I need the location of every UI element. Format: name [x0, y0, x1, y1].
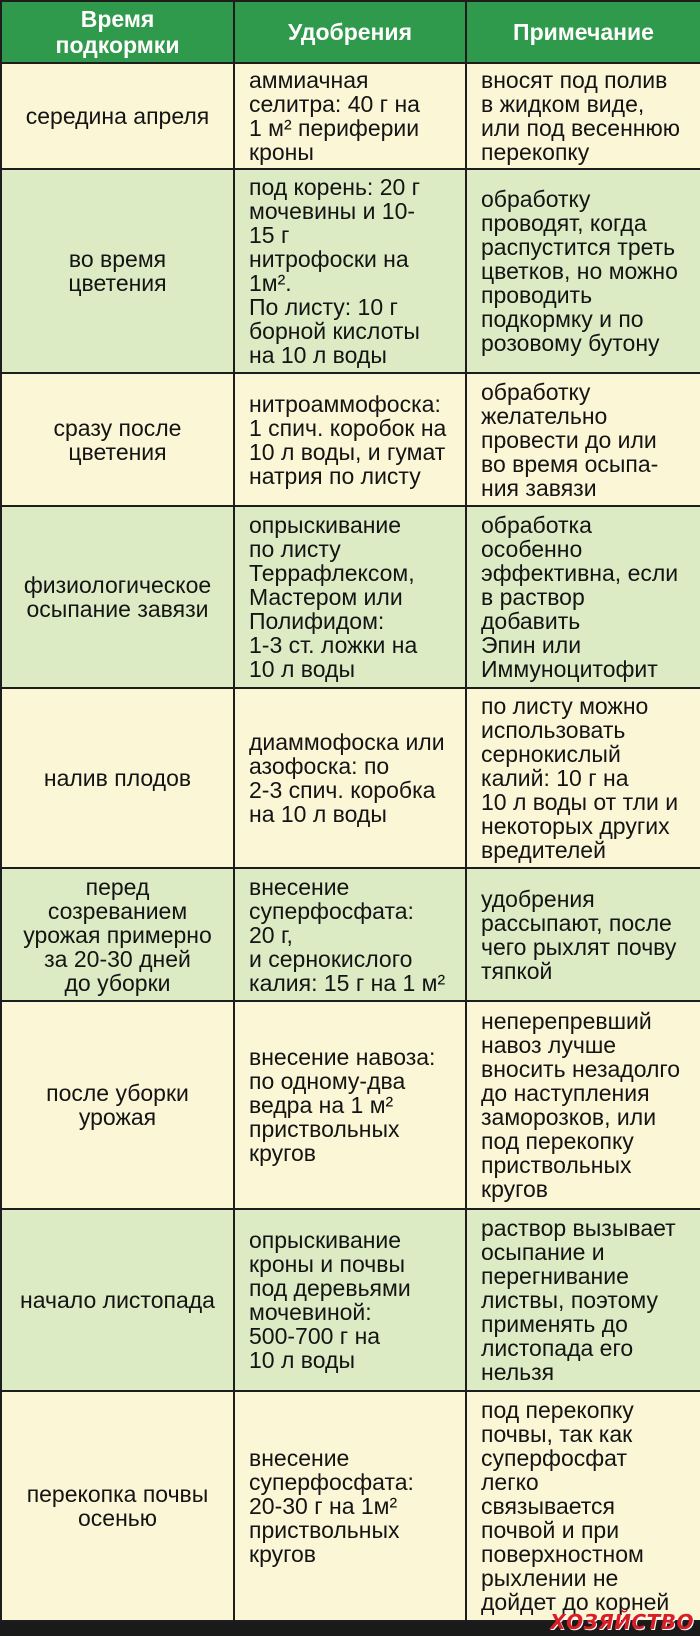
note-cell: неперепревший навоз лучше вносить незадолго до наступления заморозков, или под перекопку приствольных кругов [466, 1001, 700, 1209]
header-time: Время подкормки [1, 1, 234, 63]
time-cell: перекопка почвы осенью [1, 1391, 234, 1621]
time-cell: сразу после цветения [1, 373, 234, 506]
note-cell: раствор вызывает осыпание и перегнивание листвы, поэтому применять до листопада его нельзя [466, 1209, 700, 1391]
time-cell: начало листопада [1, 1209, 234, 1391]
fertilizer-cell: опрыскивание по листу Террафлексом, Мастером или Полифидом: 1-3 ст. ложки на 10 л воды [234, 506, 466, 688]
note-cell: обработку желательно провести до или во время осыпа- ния завязи [466, 373, 700, 506]
header-fertilizer: Удобрения [234, 1, 466, 63]
note-cell: обработку проводят, когда распустится треть цветков, но можно проводить подкормку и по розовому бутону [466, 169, 700, 373]
fertilizer-cell: нитроаммофоска: 1 спич. коробок на 10 л воды, и гумат натрия по листу [234, 373, 466, 506]
time-cell: середина апреля [1, 63, 234, 169]
table-row [1, 688, 700, 868]
note-cell: удобрения рассыпают, после чего рыхлят почву тяпкой [466, 868, 700, 1001]
time-cell: физиологическое осыпание завязи [1, 506, 234, 688]
note-cell: вносят под полив в жидком виде, или под весеннюю перекопку [466, 63, 700, 169]
fertilizer-cell: внесение суперфосфата: 20-30 г на 1м² приствольных кругов [234, 1391, 466, 1621]
fertilizer-cell: внесение суперфосфата: 20 г, и сернокислого калия: 15 г на 1 м² [234, 868, 466, 1001]
table-row [1, 1391, 700, 1621]
header-note: Примечание [466, 1, 700, 63]
table-row [1, 1209, 700, 1391]
table-row [1, 373, 700, 506]
fertilizer-cell: аммиачная селитра: 40 г на 1 м² периферии кроны [234, 63, 466, 169]
time-cell: во время цветения [1, 169, 234, 373]
fertilizer-cell: внесение навоза: по одному-два ведра на 1 м² приствольных кругов [234, 1001, 466, 1209]
time-cell: перед созреванием урожая примерно за 20-30 дней до уборки [1, 868, 234, 1001]
fertilizer-cell: под корень: 20 г мочевины и 10- 15 г нитрофоски на 1м². По листу: 10 г борной кислоты на 10 л воды [234, 169, 466, 373]
fertilizer-cell: диаммофоска или азофоска: по 2-3 спич. коробка на 10 л воды [234, 688, 466, 868]
table-row [1, 169, 700, 373]
table-row [1, 868, 700, 1001]
table-row [1, 63, 700, 169]
table-row [1, 1001, 700, 1209]
table-header-row [1, 1, 700, 63]
note-cell: под перекопку почвы, так как суперфосфат легко связывается почвой и при поверхностном рыхлении не дойдет до корней [466, 1391, 700, 1621]
time-cell: после уборки урожая [1, 1001, 234, 1209]
time-cell: налив плодов [1, 688, 234, 868]
table-row [1, 506, 700, 688]
note-cell: обработка особенно эффективна, если в раствор добавить Эпин или Иммуноцитофит [466, 506, 700, 688]
fertilizer-cell: опрыскивание кроны и почвы под деревьями мочевиной: 500-700 г на 10 л воды [234, 1209, 466, 1391]
note-cell: по листу можно использовать сернокислый калий: 10 г на 10 л воды от тли и некоторых других вредителей [466, 688, 700, 868]
publisher-watermark: ХОЗЯЙСТВО [550, 1610, 694, 1634]
